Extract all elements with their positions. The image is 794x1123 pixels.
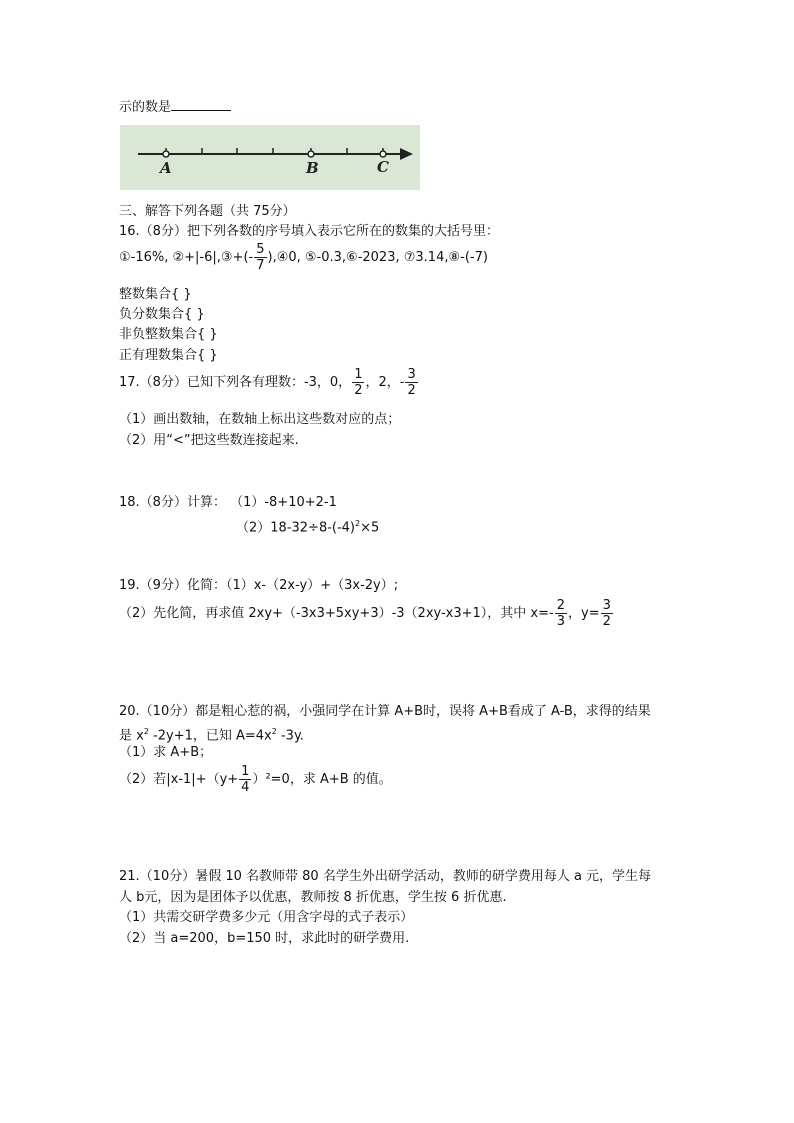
point-b	[308, 151, 314, 157]
number-line-svg	[120, 125, 420, 190]
fraction-5-7: $\frac{5}{7}$	[256, 242, 265, 273]
q20-line1: 20.（10分）都是粗心惹的祸，小强同学在计算 A+B时，误将 A+B看成了 A-B，求得的结果	[119, 704, 651, 719]
q21-line2: 人 b元，因为是团体予以优惠，教师按 8 折优惠，学生按 6 折优惠.	[119, 890, 507, 905]
q17-part1: （1）画出数轴，在数轴上标出这些数对应的点；	[119, 412, 401, 427]
q17-stem: 17.（8分）已知下列各有理数：-3，0， $\frac{1}{2}$ ，2，- $\frac{3}{2}$	[119, 367, 416, 398]
fraction-3-2-y: $\frac{3}{2}$	[602, 598, 611, 629]
label-c: C	[377, 158, 389, 176]
fraction-1-2: $\frac{1}{2}$	[354, 367, 363, 398]
q19-stem: 19.（9分）化简：（1）x-（2x-y）+（3x-2y）;	[119, 578, 399, 593]
set-integer: 整数集合{ }	[119, 287, 192, 302]
q20-part2: （2）若|x-1|+（y+ $\frac{1}{4}$ ）²=0，求 A+B 的值。	[119, 764, 392, 795]
set-negative-fraction: 负分数集合{ }	[119, 307, 205, 322]
q16-stem: 16.（8分）把下列各数的序号填入表示它所在的数集的大括号里：	[119, 224, 499, 239]
q21-part1: （1）共需交研学费多少元（用含字母的式子表示）	[119, 910, 414, 925]
set-nonneg-integer: 非负整数集合{ }	[119, 327, 218, 342]
q16-items: ①-16%, ②+|-6|,③+(- $\frac{5}{7}$ ),④0, ⑤-0.3,⑥-2023, ⑦3.14,⑧-(-7)	[119, 242, 488, 273]
q20-line2: 是 $x^2$ -2y+1，已知 $A=4x^2$ -3y.	[119, 727, 304, 744]
answer-blank	[171, 98, 231, 111]
q15-tail: 示的数是	[119, 98, 231, 117]
q18-part2: $(2)18-32\div 8-(-4)^2\times 5$	[236, 519, 380, 536]
q20-part1: （1）求 A+B；	[119, 745, 213, 760]
section-title: 三、解答下列各题（共 75分）	[119, 204, 296, 219]
label-b: B	[306, 159, 319, 177]
point-c	[380, 151, 386, 157]
number-line-figure	[120, 125, 420, 190]
fraction-1-4: $\frac{1}{4}$	[241, 764, 250, 795]
fraction-3-2: $\frac{3}{2}$	[407, 367, 416, 398]
q18-stem: 18.（8分）计算： （1）-8+10+2-1	[119, 495, 337, 510]
axis-arrow	[400, 148, 413, 160]
q21-part2: （2）当 a=200，b=150 时，求此时的研学费用.	[119, 931, 410, 946]
point-a	[163, 151, 169, 157]
label-a: A	[160, 159, 172, 177]
fraction-2-3: $\frac{2}{3}$	[556, 598, 565, 629]
q21-line1: 21.（10分）暑假 10 名教师带 80 名学生外出研学活动，教师的研学费用每人 a 元，学生每	[119, 869, 652, 884]
set-positive-rational: 正有理数集合{ }	[119, 348, 218, 363]
q19-part2: （2）先化简，再求值 2xy+（-3x3+5xy+3）-3（2xy-x3+1），其中 x=- $\frac{2}{3}$ ，y= $\frac{3}{2}$	[119, 598, 611, 629]
q17-part2: （2）用“<”把这些数连接起来.	[119, 433, 299, 448]
